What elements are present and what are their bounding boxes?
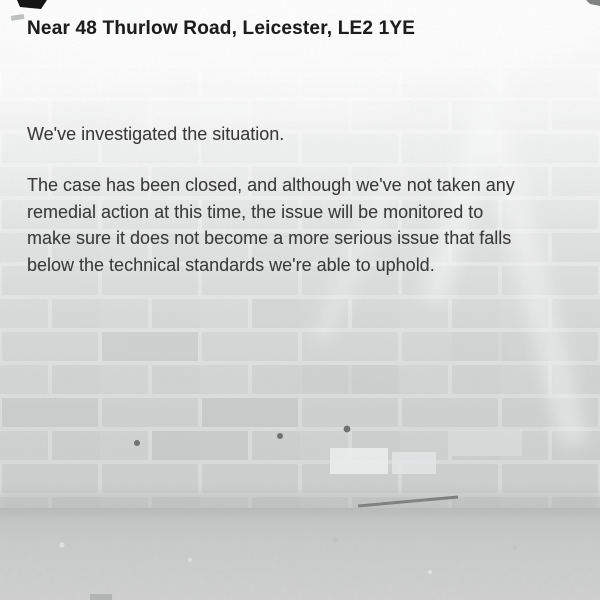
report-intro-text: We've investigated the situation. [27, 124, 285, 144]
report-status-line: remedial action at this time, the issue will be monitored to [27, 201, 484, 222]
report-location-title: Near 48 Thurlow Road, Leicester, LE2 1YE [27, 18, 416, 39]
report-status-line: make sure it does not become a more serious issue that falls [27, 228, 512, 249]
report-status-line: The case has been closed, and although we've not taken any [27, 175, 515, 195]
report-status-text [27, 172, 515, 279]
report-status-line: below the technical standards we're able to uphold. [27, 255, 435, 276]
